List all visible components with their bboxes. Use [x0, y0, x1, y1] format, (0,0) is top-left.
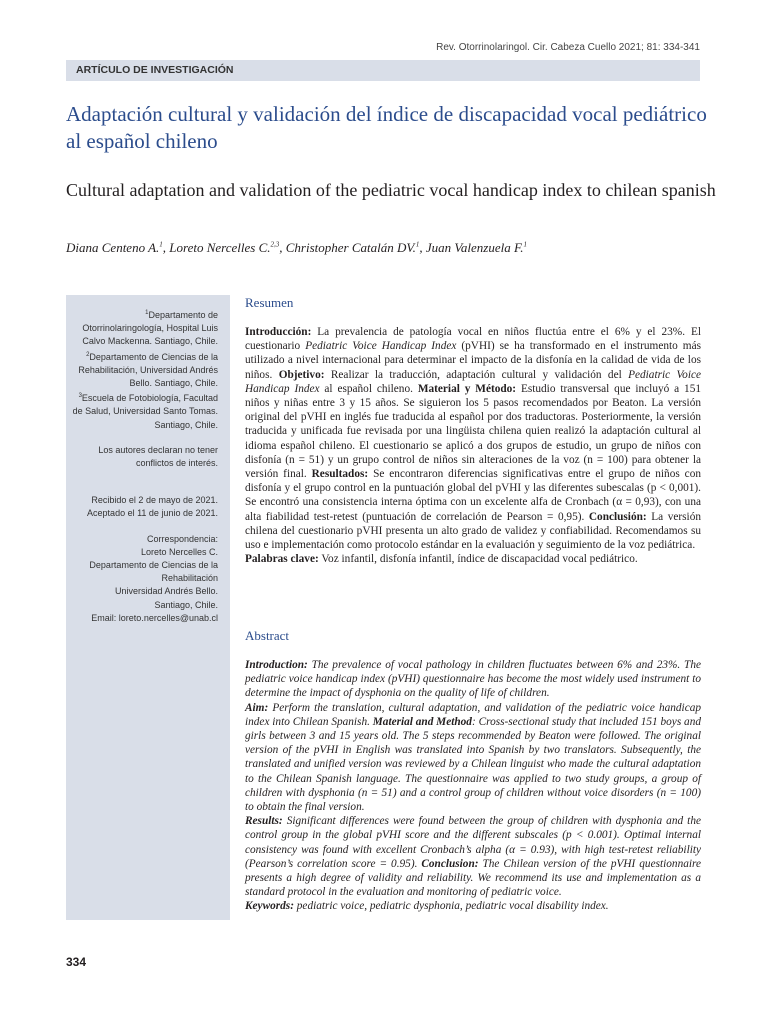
abstract-body [245, 658, 701, 914]
abstract-keywords-label: Keywords: [245, 900, 294, 913]
resumen-objetivo-cont: al español chileno. [319, 382, 418, 395]
abstract-results: Significant differences were found between the group of children with dysphonia and the control group in the global pVHI score and the different subscales (p < 0.001). Optimal internal consistency was found with excellent Cronbach’s alpha (α = 0.93), with high test-retest reliability (Pearson’s correlation score = 0.95). [245, 815, 701, 870]
abstract-intro: The prevalence of vocal pathology in children fluctuates between 6% and 23%. The pediatric voice handicap index (pVHI) questionnaire has become the most widely used instrument to determine the impact of dysphonia on the quality of life of children. [245, 659, 701, 700]
resumen-instrument-name: Pediatric Voice Handicap Index [245, 368, 701, 395]
author-affiliation-ref: 1 [159, 240, 163, 249]
correspondence-city: Santiago, Chile. [154, 599, 218, 610]
affiliation-marker: 3 [78, 393, 82, 400]
author-separator: , [162, 240, 170, 255]
abstract-aim: Perform the translation, cultural adaptation, and validation of the pediatric voice handicap index into Chilean Spanish. [245, 701, 701, 728]
resumen-conclusion: La versión chilena del cuestionario pVHI presenta un alto grado de validez y confiabilidad. Recomendamos su uso e implementación como protocolo estándar en la evaluación y seguimiento de la voz pediátrica. [245, 510, 701, 552]
resumen-conclusion-label: Conclusión: [588, 510, 647, 523]
abstract-intro-label: Introduction: [245, 659, 308, 671]
title-english: Cultural adaptation and validation of the pediatric vocal handicap index to chilean spanish [66, 180, 716, 200]
affiliation-marker: 2 [86, 351, 90, 358]
author-affiliation-ref: 2,3 [270, 240, 280, 249]
correspondence-department: Departamento de Ciencias de la Rehabilitación [89, 560, 218, 584]
title-spanish: Adaptación cultural y validación del índice de discapacidad vocal pediátrico al español chileno [66, 102, 707, 153]
resumen-intro-cont: (pVHI) se ha transformado en el instrumento más utilizado a nivel internacional para determinar el impacto de la disfonía en la calidad de vida de los niños. [245, 340, 701, 381]
correspondence-university: Universidad Andrés Bello. [114, 586, 218, 597]
resumen-objetivo: Realizar la traducción, adaptación cultural y validación del [324, 368, 629, 381]
author-separator: , [419, 240, 426, 255]
resumen-metodo: Estudio transversal que incluyó a 151 niños y niñas entre 3 y 15 años. Se siguieron los 5 pasos recomendados por Beaton. La versión original del pVHI en inglés fue traducida al español por dos traductoras. Posteriormente, la versión traducida y unificada fue revisada por una lingüista chilena quien realizó la adaptación cultural al idioma español chileno. El cuestionario se aplicó a dos grupos de estudio, un grupo de niños con disfonía (n = 51) y un grupo control de niños sin alteraciones de la voz (n = 100) para obtener la versión final. [245, 382, 701, 481]
author-separator: , [279, 240, 286, 255]
affiliation-text: Departamento de Otorrinolaringología, Hospital Luis Calvo Mackenna. Santiago, Chile. [82, 310, 218, 347]
abstract-conclusion: The Chilean version of the pVHI questionnaire presents a high degree of validity and reliability. We recommend its use and implementation as a standard protocol in the evaluation and monitoring of pediatric voice. [245, 857, 701, 899]
resumen-intro-label: Introducción: [245, 326, 312, 338]
article-info-sidebar [66, 295, 230, 920]
abstract-method-label: Material and Method [372, 715, 472, 728]
conflict-of-interest: Los autores declaran no tener conflictos de interés. [98, 444, 218, 469]
affiliation-1 [72, 307, 218, 349]
abstract-heading: Abstract [245, 628, 290, 643]
author-affiliation-ref: 1 [523, 240, 528, 249]
resumen-objetivo-label: Objetivo: [278, 368, 325, 381]
received-accepted-dates: Recibido el 2 de mayo de 2021. Aceptado el 11 de junio de 2021. [87, 495, 218, 519]
resumen-body [245, 325, 701, 566]
author-affiliation-ref: 1 [415, 240, 420, 249]
resumen-metodo-label: Material y Método: [417, 382, 517, 395]
author-list [66, 240, 716, 256]
author-name: Christopher Catalán DV. [285, 240, 416, 255]
correspondence-email[interactable]: Email: loreto.nercelles@unab.cl [91, 612, 218, 623]
resumen-section [245, 295, 701, 566]
affiliation-3 [72, 390, 218, 432]
affiliation-text: Escuela de Fotobiología, Facultad de Salud, Universidad Santo Tomas. Santiago, Chile. [72, 393, 218, 430]
abstract-section [245, 628, 701, 914]
author-name: Diana Centeno A. [66, 240, 160, 255]
abstract-method: : Cross-sectional study that included 151 boys and girls between 3 and 15 years old. The 5 steps recommended by Beaton were followed. The original version of the pVHI in English was translated into Spanish by two translators. Subsequently, the translated and unified version was reviewed by a Chilean linguist who made the cultural adaptation to the Chilean Spanish language. The questionnaire was applied to two study groups, a group of children with dysphonia (n = 51) and a control group of children without voice disorders (n = 100) to obtain the final version. [245, 715, 701, 814]
affiliation-marker: 1 [145, 310, 149, 316]
resumen-resultados-label: Resultados: [311, 468, 369, 481]
correspondence-label: Correspondencia: [146, 533, 218, 544]
author-name: Juan Valenzuela F. [425, 240, 524, 255]
resumen-keywords: Voz infantil, disfonía infantil, índice de discapacidad vocal pediátrico. [318, 553, 638, 566]
author-name: Loreto Nercelles C. [169, 240, 271, 255]
resumen-resultados: Se encontraron diferencias significativas entre el grupo de niños con disfonía y el grupo control en la puntuación global del pVHI y las diferentes subescalas (p < 0,001). Se encontró una consistencia interna óptima con un excelente alfa de Cronbach (α = 0,93), con una alta fiabilidad test-retest (puntuación de correlación de Pearson = 0,95). [245, 468, 701, 523]
page-number: 334 [66, 955, 87, 969]
journal-reference: Rev. Otorrinolaringol. Cir. Cabeza Cuello 2021; 81: 334-341 [436, 42, 700, 53]
resumen-keywords-label: Palabras clave: [245, 553, 319, 566]
correspondence-author: Loreto Nercelles C. [140, 546, 218, 557]
abstract-results-label: Results: [245, 815, 283, 828]
affiliation-2 [72, 349, 218, 391]
resumen-intro: La prevalencia de patología vocal en niños fluctúa entre el 6% y el 23%. El cuestionario [245, 326, 701, 353]
affiliation-text: Departamento de Ciencias de la Rehabilitación, Universidad Andrés Bello. Santiago, Chile. [78, 351, 218, 389]
abstract-conclusion-label: Conclusion: [421, 857, 479, 870]
abstract-aim-label: Aim: [245, 701, 269, 714]
abstract-keywords: pediatric voice, pediatric dysphonia, pediatric vocal disability index. [293, 900, 609, 913]
resumen-instrument-name: Pediatric Voice Handicap Index [305, 340, 457, 353]
resumen-heading: Resumen [245, 295, 294, 310]
article-type-band: ARTÍCULO DE INVESTIGACIÓN [66, 60, 700, 81]
